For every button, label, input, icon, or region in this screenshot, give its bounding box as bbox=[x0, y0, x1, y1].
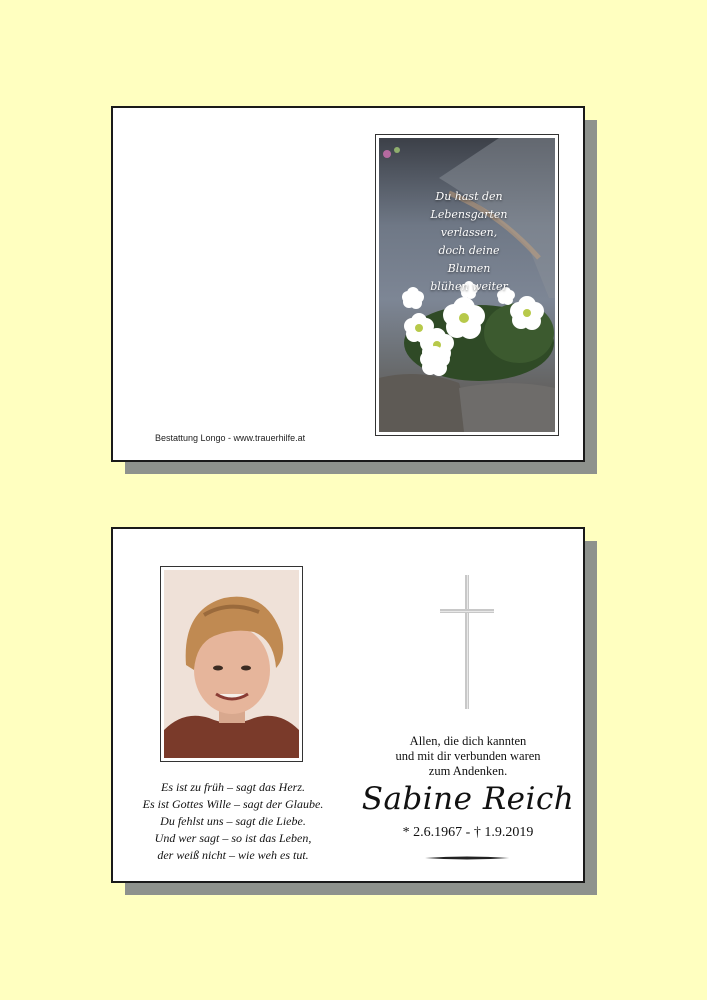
quote-line: Blumen bbox=[447, 262, 491, 275]
portrait-photo bbox=[164, 570, 299, 758]
portrait-illustration bbox=[164, 570, 299, 758]
quote-line: Lebensgarten bbox=[430, 208, 508, 221]
deceased-name: Sabine Reich bbox=[361, 781, 575, 817]
poem-line: der weiß nicht – wie weh es tut. bbox=[157, 848, 309, 862]
flower-rock-photo bbox=[379, 138, 555, 432]
divider-ornament-icon bbox=[425, 855, 509, 861]
flower-photo-frame bbox=[375, 134, 559, 436]
poem-line: Und wer sagt – so ist das Leben, bbox=[154, 831, 312, 845]
poem-line: Es ist Gottes Wille – sagt der Glaube. bbox=[142, 797, 324, 811]
quote-line: blühen weiter bbox=[430, 280, 508, 293]
remembrance-line: und mit dir verbunden waren bbox=[395, 749, 541, 763]
memorial-card-inner bbox=[111, 527, 585, 883]
poem-line: Es ist zu früh – sagt das Herz. bbox=[160, 780, 306, 794]
quote-line: verlassen, bbox=[440, 226, 498, 239]
quote-line: Du hast den bbox=[435, 190, 503, 203]
cross-icon bbox=[438, 575, 498, 709]
portrait-frame bbox=[160, 566, 303, 762]
quote-line: doch deine bbox=[438, 244, 500, 257]
remembrance-text bbox=[363, 734, 573, 779]
life-dates: * 2.6.1967 - † 1.9.2019 bbox=[402, 825, 534, 840]
remembrance-line: zum Andenken. bbox=[428, 764, 508, 778]
funeral-home-credit: Bestattung Longo - www.trauerhilfe.at bbox=[155, 433, 306, 443]
photo-quote bbox=[399, 188, 539, 296]
poem-line: Du fehlst uns – sagt die Liebe. bbox=[160, 814, 306, 828]
memorial-card-outer bbox=[111, 106, 585, 462]
memorial-poem bbox=[133, 779, 333, 864]
remembrance-line: Allen, die dich kannten bbox=[409, 734, 527, 748]
